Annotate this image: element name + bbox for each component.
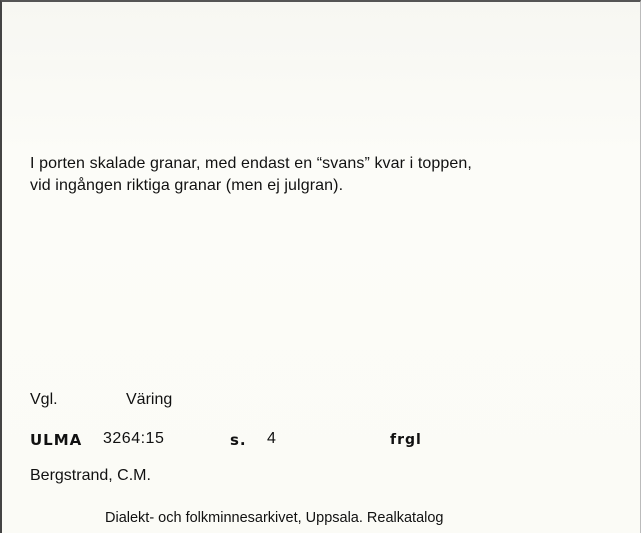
form-type: frgl — [390, 432, 422, 448]
record-number: 3264:15 — [103, 430, 165, 447]
page-number: 4 — [267, 430, 276, 447]
collector-name: Bergstrand, C.M. — [30, 467, 151, 484]
body-text-line: I porten skalade granar, med endast en “svans” kvar i toppen, — [30, 155, 472, 172]
parish-abbreviation: Vgl. — [30, 391, 58, 408]
body-text-line: vid ingången riktiga granar (men ej julgran). — [30, 177, 344, 194]
page-label: s. — [230, 431, 247, 449]
archive-footer: Dialekt- och folkminnesarkivet, Uppsala. Realkatalog — [105, 510, 444, 526]
card-body-text — [30, 153, 472, 197]
archive-code: ULMA — [30, 431, 83, 449]
parish-name: Väring — [126, 391, 173, 408]
